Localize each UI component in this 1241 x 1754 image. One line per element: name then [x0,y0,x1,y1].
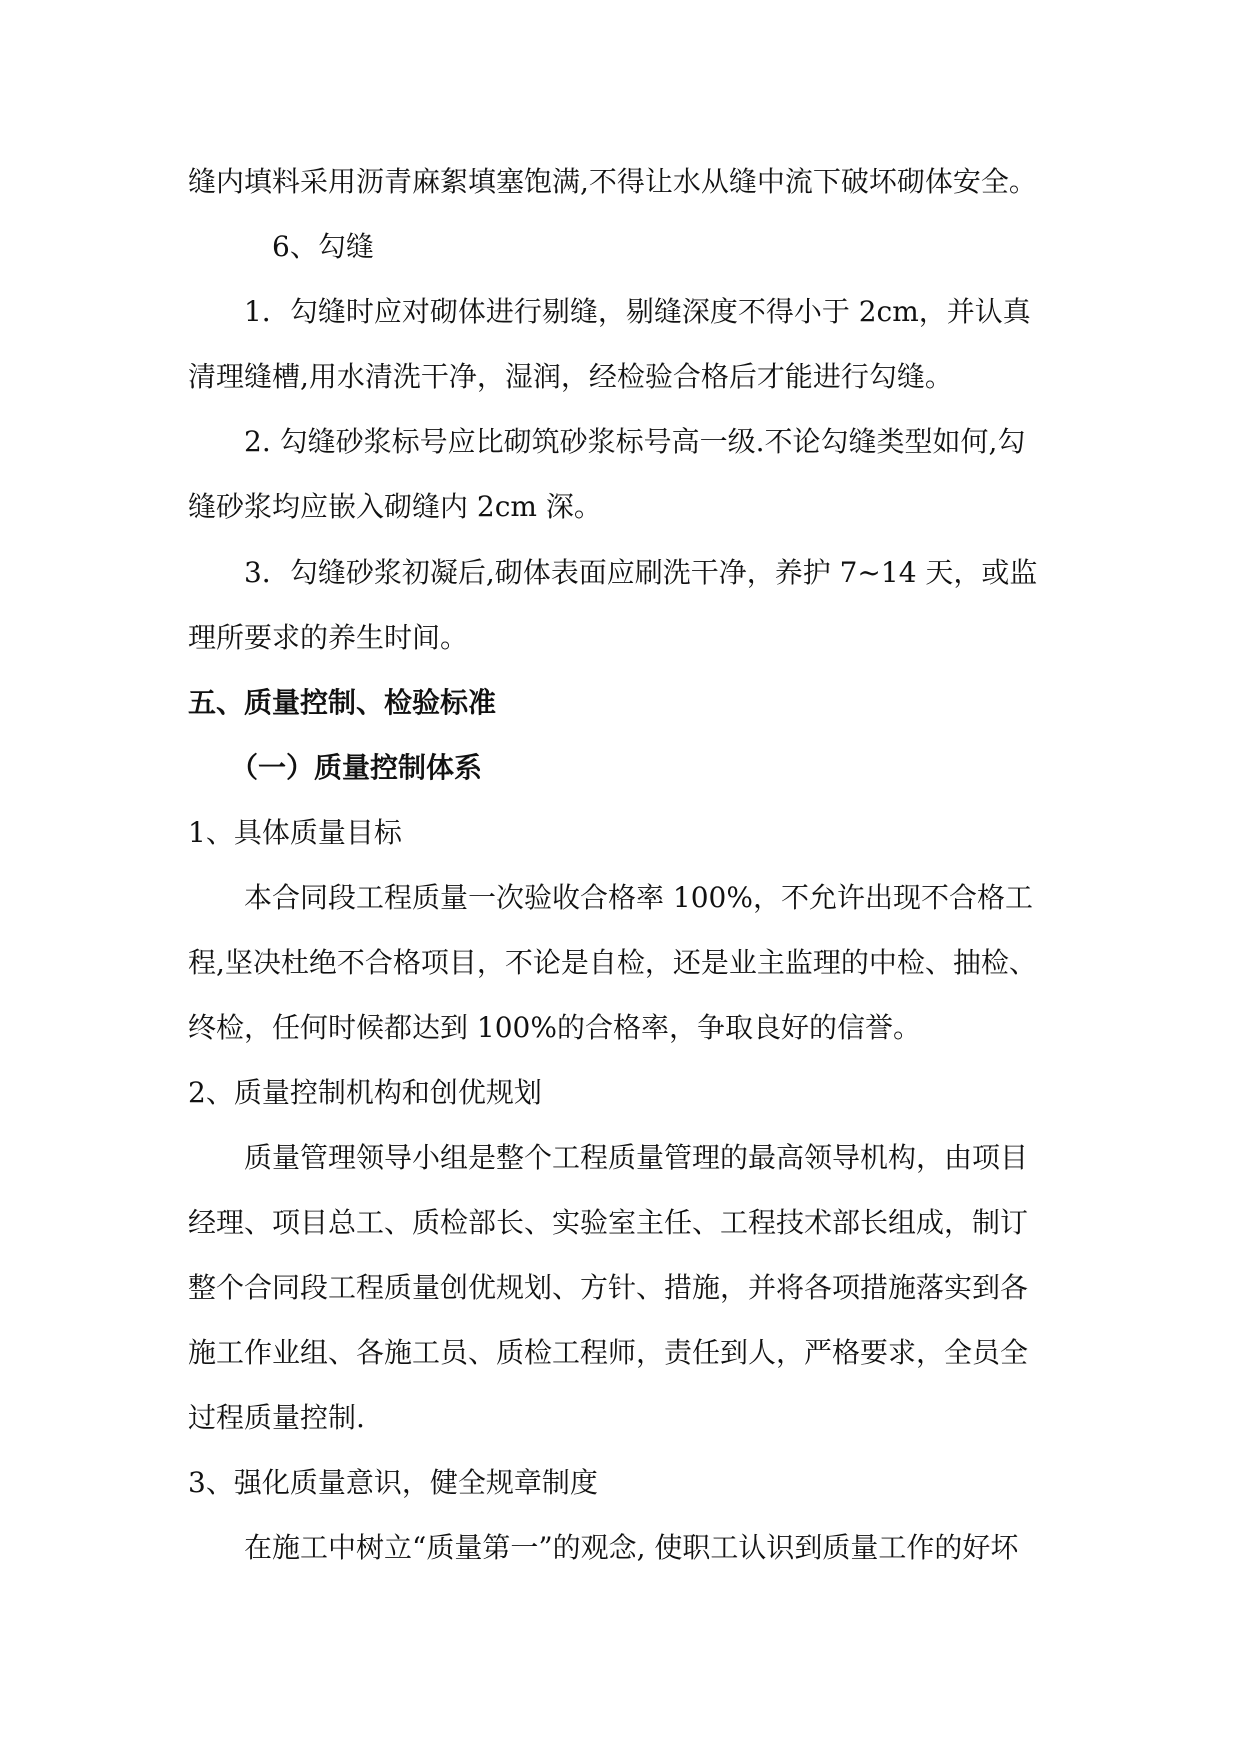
paragraph-line: 清理缝槽,用水清洗干净，湿润，经检验合格后才能进行勾缝。 [188,360,953,393]
paragraph-line: 经理、项目总工、质检部长、实验室主任、工程技术部长组成，制订 [188,1206,1029,1239]
paragraph-line: 3．勾缝砂浆初凝后,砌体表面应刷洗干净，养护 7~14 天，或监 [244,556,1038,589]
paragraph-line: 施工作业组、各施工员、质检工程师，责任到人，严格要求，全员全 [188,1336,1029,1369]
paragraph-line: 在施工中树立“质量第一”的观念, 使职工认识到质量工作的好坏 [244,1531,1019,1564]
paragraph-line: 整个合同段工程质量创优规划、方针、措施，并将各项措施落实到各 [188,1271,1029,1304]
paragraph-line: 2. 勾缝砂浆标号应比砌筑砂浆标号高一级.不论勾缝类型如何,勾 [244,425,1026,458]
paragraph-line: 理所要求的养生时间。 [188,621,469,654]
item-heading: 1、具体质量目标 [188,816,402,849]
item-heading: 3、强化质量意识，健全规章制度 [188,1466,598,1499]
section-heading-6: 6、勾缝 [272,230,374,263]
paragraph-line: 缝砂浆均应嵌入砌缝内 2cm 深。 [188,490,602,523]
paragraph-line: 质量管理领导小组是整个工程质量管理的最高领导机构，由项目 [244,1141,1029,1174]
paragraph-line: 过程质量控制. [188,1401,365,1434]
item-heading: 2、质量控制机构和创优规划 [188,1076,542,1109]
paragraph-line: 终检，任何时候都达到 100%的合格率，争取良好的信誉。 [188,1011,921,1044]
paragraph-line: 程,坚决杜绝不合格项目，不论是自检，还是业主监理的中检、抽检、 [188,946,1037,979]
paragraph-line: 缝内填料采用沥青麻絮填塞饱满,不得让水从缝中流下破坏砌体安全。 [188,165,1037,198]
chapter-heading: 五、质量控制、检验标准 [188,686,497,719]
subsection-heading: （一）质量控制体系 [230,751,483,784]
paragraph-line: 本合同段工程质量一次验收合格率 100%，不允许出现不合格工 [244,881,1033,914]
paragraph-line: 1．勾缝时应对砌体进行剔缝，剔缝深度不得小于 2cm，并认真 [244,295,1031,328]
